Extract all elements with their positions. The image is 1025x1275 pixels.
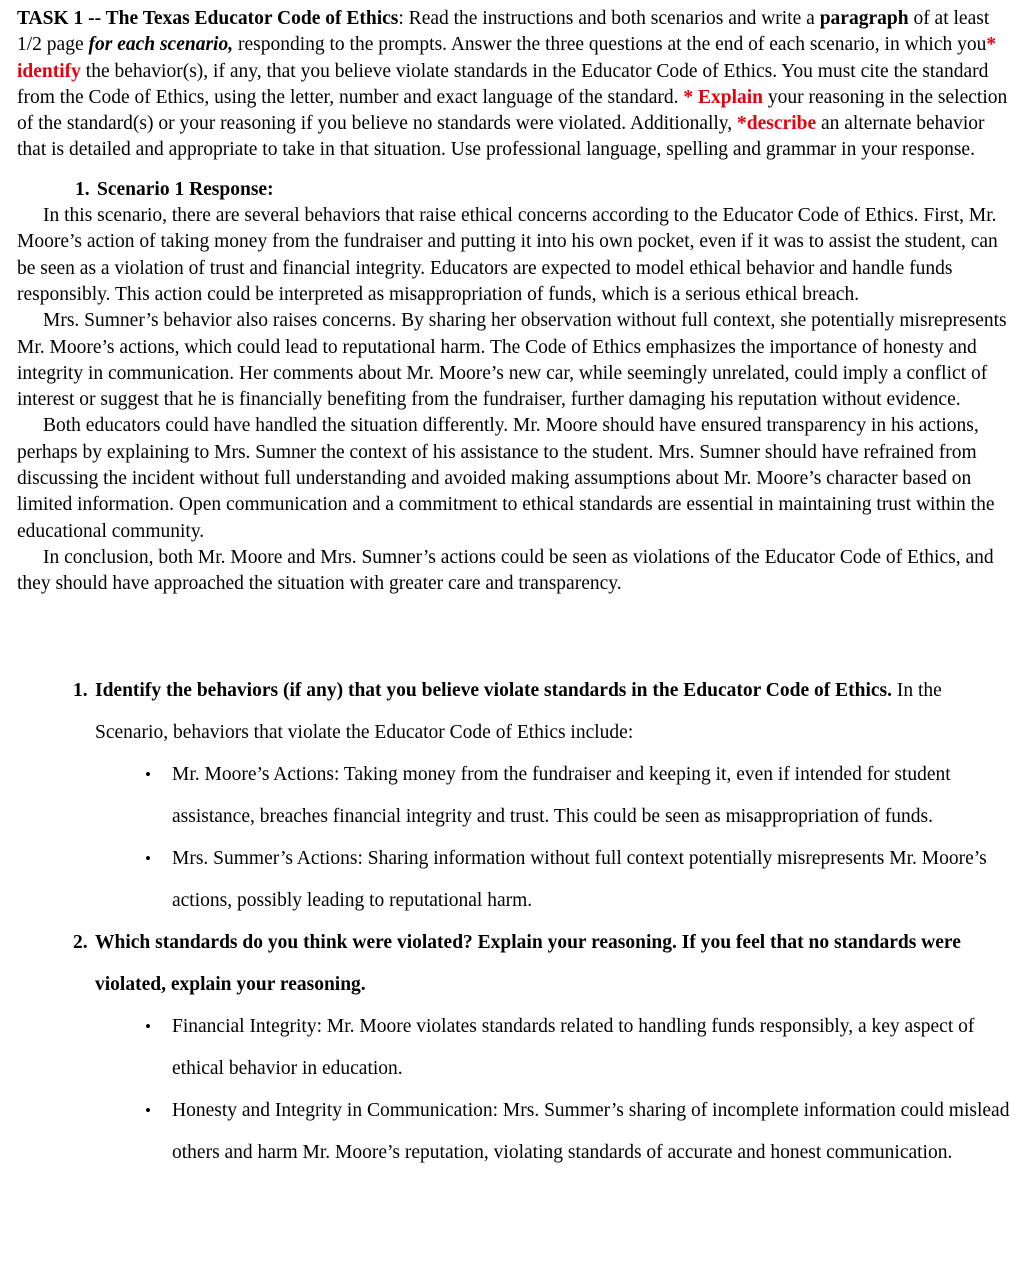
text-run-10: *describe [737,113,817,135]
text-run-1: : Read the instructions and both scenarios and write a [398,8,820,29]
question-text [95,932,961,995]
bullet-text: Financial Integrity: Mr. Moore violates standards related to handling funds responsibly, a key aspect of ethical behavior in education. [172,1015,975,1079]
bullet-item [17,838,1017,922]
scenario-response-section [17,177,1012,598]
scenario-paragraph: In this scenario, there are several behaviors that raise ethical concerns according to the Educator Code of Ethics. First, Mr. Moore’s action of taking money from the fundraiser and putting it into his own pocket, even if it was to assist the student, can be seen as a violation of trust and financial integrity. Educators are expected to model ethical behavior and handle funds responsibly. This action could be interpreted as misappropriation of funds, which is a serious ethical breach. [17,205,998,305]
text-run-3: of at least 1/2 page [17,8,990,56]
text-run-6: * identify [17,34,997,82]
text-run-8: * Explain [683,86,764,108]
bullet-item [17,754,1017,838]
bullet-text: Mrs. Summer’s Actions: Sharing information without full context potentially misrepresents Mr. Moore’s actions, possibly leading to reputational harm. [172,847,987,911]
text-run-2: paragraph [819,8,909,29]
scenario-heading-label: Scenario 1 Response: [97,178,274,200]
text-run-0: Identify the behaviors (if any) that you believe violate standards in the Educator Code of Ethics. [95,679,892,701]
bullet-text: Mr. Moore’s Actions: Taking money from the fundraiser and keeping it, even if intended for student assistance, breaches financial integrity and trust. This could be seen as misappropriation of funds. [172,763,951,827]
scenario-paragraph: Mrs. Sumner’s behavior also raises concerns. By sharing her observation without full context, she potentially misrepresents Mr. Moore’s actions, which could lead to reputational harm. The Code of Ethics emphasizes the importance of honesty and integrity in communication. Her comments about Mr. Moore’s new car, while seemingly unrelated, could imply a conflict of interest or suggest that he is financially benefiting from the fundraiser, further damaging his reputation without evidence. [17,310,1007,411]
text-run-0: TASK 1 -- The Texas Educator Code of Ethics [17,8,399,29]
bullet-item [17,1006,1017,1090]
bullet-dot-icon: • [145,1100,151,1120]
question-item-2 [17,922,1017,1006]
question-list-marker: 2. [73,931,88,953]
question-text [95,680,942,743]
bullet-dot-icon: • [145,1016,151,1036]
scenario-paragraph-list [17,203,1012,597]
text-run-7: the behavior(s), if any, that you believe violate standards in the Educator Code of Ethics. You must cite the standard from the Code of Ethics, using the letter, number and exact language of the standard. [17,60,989,108]
scenario-paragraph: In conclusion, both Mr. Moore and Mrs. Sumner’s actions could be seen as violations of the Educator Code of Ethics, and they should have approached the situation with greater care and transparency. [17,546,994,595]
bullet-list [17,1006,1017,1174]
scenario-heading [17,177,1012,203]
question-list-marker: 1. [73,679,88,701]
text-run-0: Which standards do you think were violated? Explain your reasoning. If you feel that no standards were violated, explain your reasoning. [95,931,961,995]
question-item-1 [17,670,1017,754]
text-run-9: your reasoning in the selection of the standard(s) or your reasoning if you believe no standards were violated. Additionally, [17,86,1008,135]
questions-section [17,670,1017,1174]
instructions-paragraph [17,6,1012,164]
text-run-4: for each scenario, [88,34,234,56]
bullet-text: Honesty and Integrity in Communication: Mrs. Summer’s sharing of incomplete information could mislead others and harm Mr. Moore’s reputation, violating standards of accurate and honest communication. [172,1099,1010,1163]
text-run-11: an alternate behavior that is detailed and appropriate to take in that situation. Use professional language, spelling and grammar in your response. [17,113,985,161]
bullet-dot-icon: • [145,764,151,784]
text-run-1: In the Scenario, behaviors that violate the Educator Code of Ethics include: [95,679,942,743]
bullet-dot-icon: • [145,848,151,868]
scenario-list-marker: 1. [75,178,90,200]
text-run-5: responding to the prompts. Answer the three questions at the end of each scenario, in which you [233,34,987,56]
bullet-item [17,1090,1017,1174]
bullet-list [17,754,1017,922]
scenario-paragraph: Both educators could have handled the situation differently. Mr. Moore should have ensured transparency in his actions, perhaps by explaining to Mrs. Sumner the context of his assistance to the student. Mrs. Sumner should have refrained from discussing the incident without full understanding and avoided making assumptions about Mr. Moore’s character based on limited information. Open communication and a commitment to ethical standards are essential in maintaining trust within the educational community. [17,415,995,542]
